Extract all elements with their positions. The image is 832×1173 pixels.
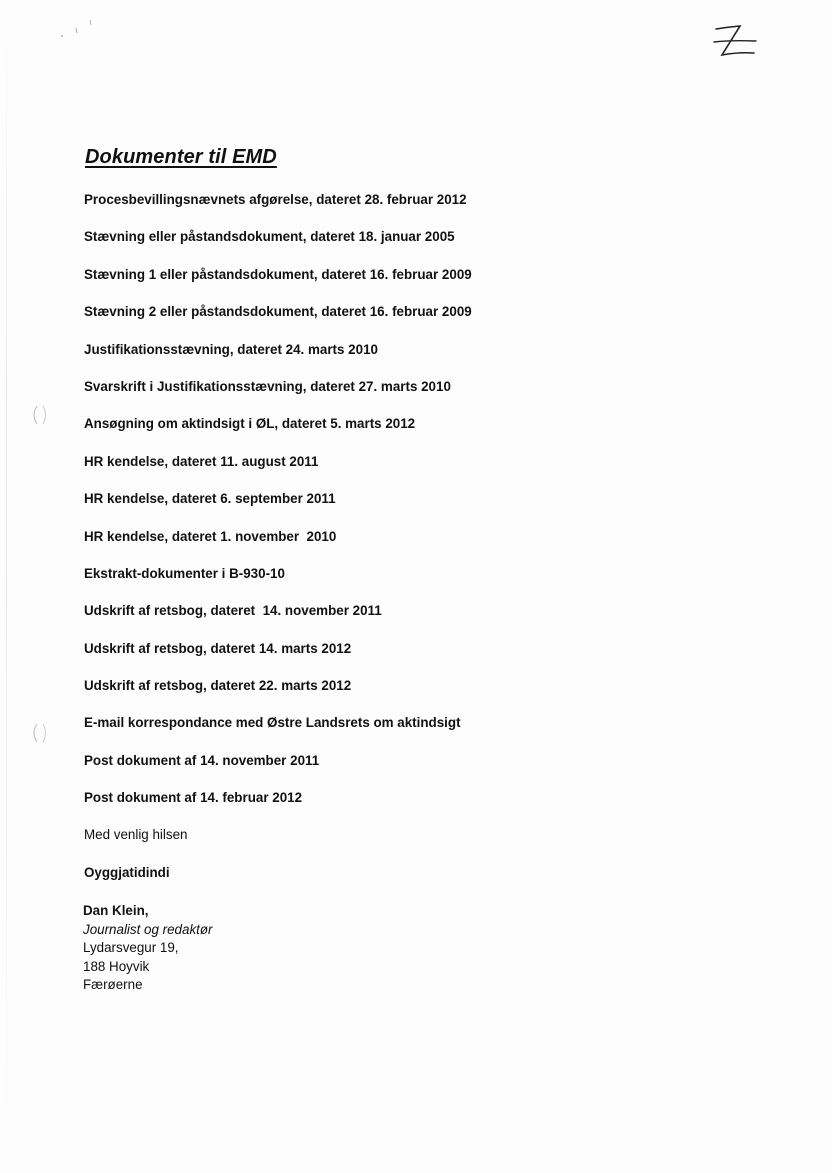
scan-specks — [40, 14, 110, 44]
scan-edge-left — [6, 0, 7, 1173]
document-title: Dokumenter til EMD — [85, 146, 277, 168]
document-list-item: Ansøgning om aktindsigt i ØL, dateret 5. marts 2012 — [84, 416, 416, 432]
document-list-item: HR kendelse, dateret 1. november 2010 — [84, 528, 337, 544]
document-list-item: HR kendelse, dateret 6. september 2011 — [84, 491, 336, 507]
document-list-item: Procesbevillingsnævnets afgørelse, dateret 28. februar 2012 — [84, 192, 467, 207]
document-list-item: Post dokument af 14. november 2011 — [84, 752, 320, 768]
document-list-item: Ekstrakt-dokumenter i B-930-10 — [84, 565, 285, 581]
document-list-item: Stævning 1 eller påstandsdokument, dateret 16. februar 2009 — [84, 266, 472, 282]
document-list — [84, 192, 784, 828]
document-list-item: Udskrift af retsbog, dateret 22. marts 2012 — [84, 678, 352, 694]
document-list-item: Justifikationsstævning, dateret 24. marts 2010 — [84, 341, 378, 357]
document-list-item: E-mail korrespondance med Østre Landsrets om aktindsigt — [84, 715, 461, 731]
document-list-item: HR kendelse, dateret 11. august 2011 — [84, 453, 319, 469]
contact-name: Dan Klein, — [83, 903, 149, 918]
document-list-item: Udskrift af retsbog, dateret 14. november 2011 — [84, 603, 382, 619]
handwritten-page-number — [712, 22, 758, 62]
punch-hole-icon — [30, 404, 48, 426]
contact-block — [83, 902, 213, 995]
document-list-item: Stævning 2 eller påstandsdokument, dateret 16. februar 2009 — [84, 304, 472, 320]
closing-salutation: Med venlig hilsen — [84, 827, 188, 842]
contact-street: Lydarsvegur 19, — [83, 940, 179, 956]
contact-country: Færøerne — [83, 977, 143, 993]
contact-city: 188 Hoyvik — [83, 958, 150, 974]
punch-hole-icon — [30, 722, 48, 744]
document-list-item: Post dokument af 14. februar 2012 — [84, 790, 303, 806]
organization-name: Oyggjatidindi — [84, 865, 170, 880]
document-list-item: Svarskrift i Justifikationsstævning, dateret 27. marts 2010 — [84, 378, 451, 394]
document-list-item: Udskrift af retsbog, dateret 14. marts 2012 — [84, 640, 352, 656]
document-list-item: Stævning eller påstandsdokument, dateret 18. januar 2005 — [84, 229, 455, 245]
contact-role: Journalist og redaktør — [83, 921, 213, 937]
